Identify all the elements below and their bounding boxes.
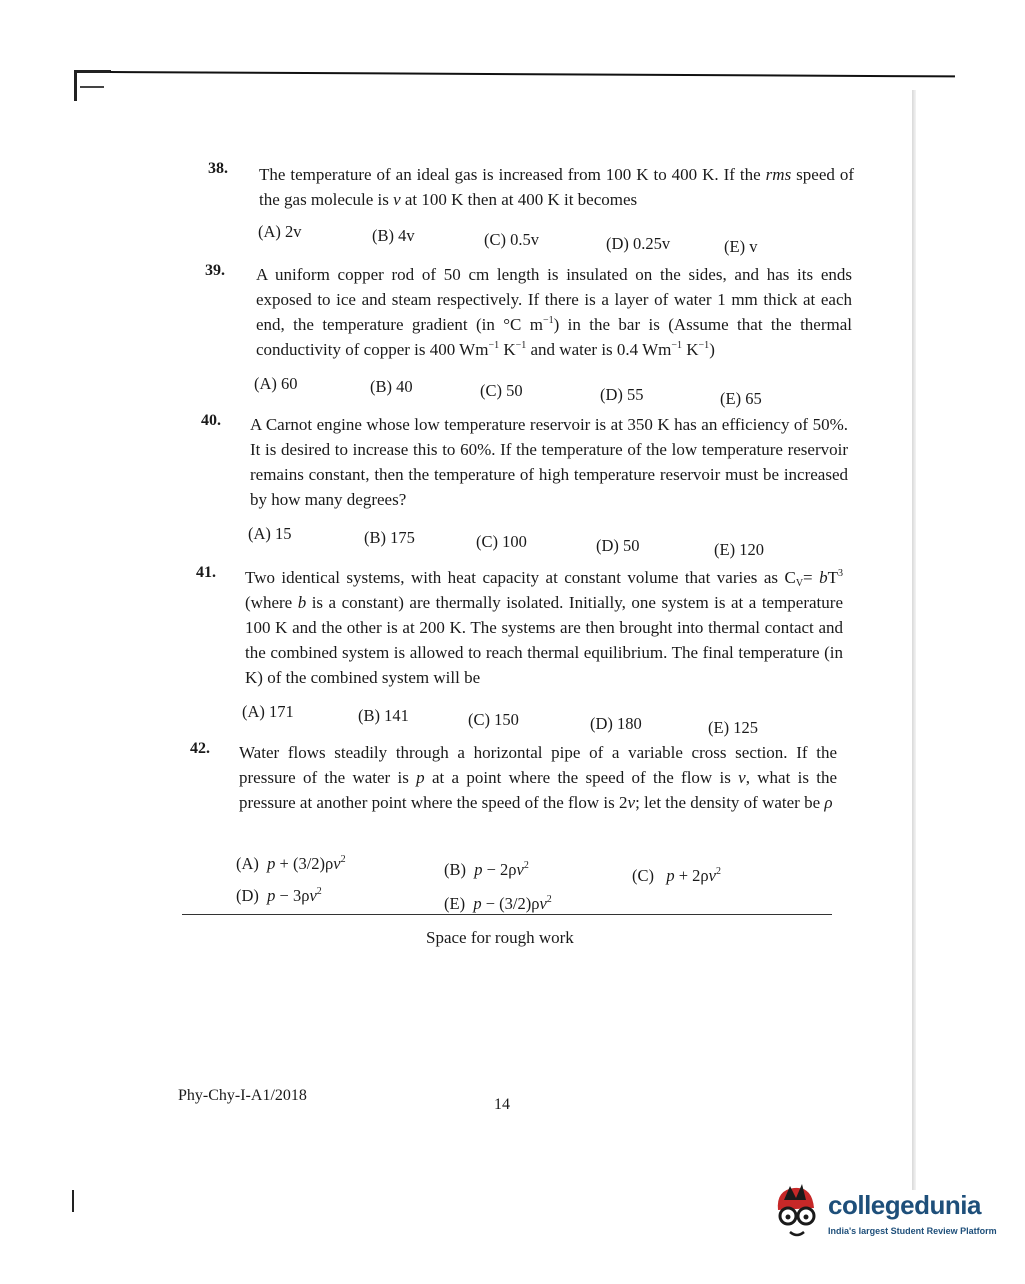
option-d: (D) 55 — [600, 385, 644, 404]
option-d: (D) $p - 3\rho v^2$ — [236, 886, 322, 905]
left-margin-tick — [72, 1190, 74, 1212]
corner-dash — [80, 86, 104, 88]
page-edge-shadow — [912, 90, 916, 1190]
option-e: (E) 65 — [720, 389, 762, 408]
option-a: (A) 2v — [258, 222, 302, 241]
option-d: (D) 0.25v — [606, 234, 671, 253]
question-number: 38. — [208, 160, 228, 177]
question-number: 40. — [201, 412, 221, 429]
option-c: (C) 0.5v — [484, 230, 539, 249]
brand-tagline: India's largest Student Review Platform — [828, 1226, 997, 1236]
question-number: 41. — [196, 564, 216, 581]
option-b: (B) 40 — [370, 377, 413, 396]
option-c: (C) 50 — [480, 381, 523, 400]
option-e: (E) 125 — [708, 718, 758, 737]
option-e: (E) $p - (3/2)\rho v^2$ — [444, 894, 552, 913]
question-text: A Carnot engine whose low temperature reservoir is at 350 K has an efficiency of 50%. It is desired to increase this to 60%. If the temperature of the low temperature reservoir remains constant, then the temperature of high temperature reservoir must be increased by how many degrees? — [250, 415, 848, 509]
question-text: Two identical systems, with heat capacity at constant volume that varies as $C_V= bT^3$ (where b is a constant) are thermally isolated. Initially, one system is at a temperature 100 K and the other is at 200 K. The systems are then brought into thermal contact and the combined system is allowed to reach thermal equilibrium. The final temperature (in K) of the combined system will be — [245, 568, 843, 687]
option-c: (C) 150 — [468, 710, 519, 729]
option-b: (B) 175 — [364, 528, 415, 547]
question-number: 42. — [190, 740, 210, 757]
option-e: (E) 120 — [714, 540, 764, 559]
option-d: (D) 50 — [596, 536, 640, 555]
option-a: (A) 15 — [248, 524, 292, 543]
mascot-icon — [768, 1180, 826, 1242]
option-b: (B) 141 — [358, 706, 409, 725]
option-a: (A) 171 — [242, 702, 294, 721]
option-b: (B) 4v — [372, 226, 415, 245]
option-a: (A) $p + (3/2)\rho v^2$ — [236, 854, 346, 873]
page-number: 14 — [494, 1096, 510, 1113]
option-c: (C) 100 — [476, 532, 527, 551]
collegedunia-watermark — [768, 1180, 997, 1250]
option-c: (C) $p + 2\rho v^2$ — [632, 866, 721, 885]
brand-name: collegedunia — [828, 1190, 981, 1220]
question-text: The temperature of an ideal gas is increased from 100 K to 400 K. If the rms speed of the gas molecule is v at 100 K then at 400 K it becomes — [259, 165, 854, 209]
paper-code: Phy-Chy-I-A1/2018 — [178, 1087, 307, 1104]
option-e: (E) v — [724, 237, 758, 256]
top-rule — [110, 71, 955, 77]
question-text: Water flows steadily through a horizontal pipe of a variable cross section. If the pressure of the water is p at a point where the speed of the flow is v, what is the pressure at another point where the speed of the flow is 2v; let the density of water be ρ — [239, 743, 838, 812]
question-number: 39. — [205, 262, 225, 279]
rough-work-divider — [182, 914, 832, 915]
question-text: A uniform copper rod of 50 cm length is insulated on the sides, and has its ends exposed to ice and steam respectively. If there is a layer of water 1 mm thick at each end, the temperature gradient (in °C $m^{-1}$) in the bar is (Assume that the thermal conductivity of copper is 400 $Wm^{-1}$ $K^{-1}$ and water is 0.4 $Wm^{-1}$ $K^{-1}$) — [256, 265, 852, 359]
option-b: (B) $p - 2\rho v^2$ — [444, 860, 529, 879]
rough-work-label: Space for rough work — [426, 928, 574, 947]
option-d: (D) 180 — [590, 714, 642, 733]
option-a: (A) 60 — [254, 374, 298, 393]
